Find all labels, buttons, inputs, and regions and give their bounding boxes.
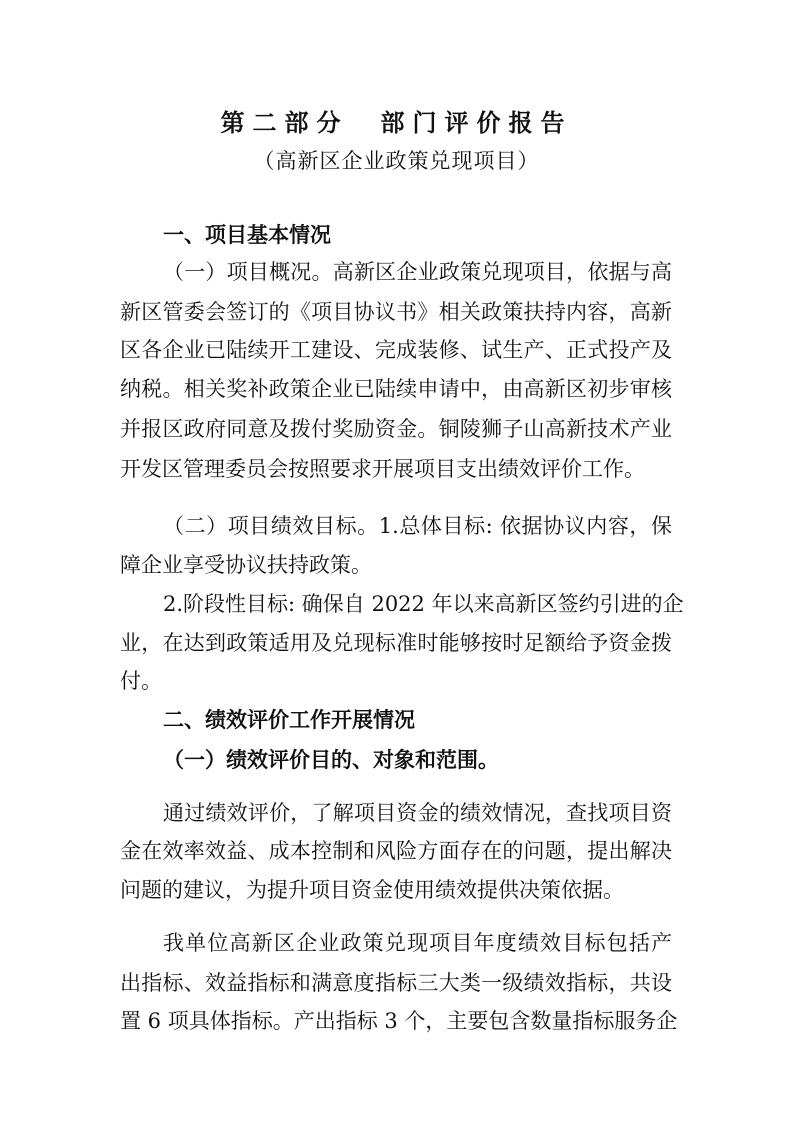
paragraph-line: （一）项目概况。高新区企业政策兑现项目，依据与高: [163, 260, 672, 284]
paragraph-line: 问题的建议，为提升项目资金使用绩效提供决策依据。: [120, 878, 624, 902]
page-subtitle: （高新区企业政策兑现项目）: [253, 149, 540, 173]
paragraph-line: 置 6 项具体指标。产出指标 3 个，主要包含数量指标服务企: [120, 1009, 678, 1033]
paragraph-line: 纳税。相关奖补政策企业已陆续申请中，由高新区初步审核: [120, 377, 672, 401]
page-title: 第二部分 部门评价报告: [220, 108, 573, 137]
paragraph-line: 出指标、效益指标和满意度指标三大类一级绩效指标，共设: [120, 971, 672, 995]
paragraph-line: 金在效率效益、成本控制和风险方面存在的问题，提出解决: [120, 839, 672, 863]
paragraph-line: （二）项目绩效目标。1.总体目标: 依据协议内容，保: [163, 514, 672, 538]
paragraph-line: 区各企业已陆续开工建设、完成装修、试生产、正式投产及: [120, 338, 672, 362]
paragraph-line: 付。: [120, 669, 162, 693]
paragraph-line: 开发区管理委员会按照要求开展项目支出绩效评价工作。: [120, 457, 645, 481]
paragraph-line: 我单位高新区企业政策兑现项目年度绩效目标包括产: [163, 931, 672, 955]
paragraph-line: 新区管委会签订的《项目协议书》相关政策扶持内容，高新: [120, 300, 672, 324]
paragraph-line: 2.阶段性目标: 确保自 2022 年以来高新区签约引进的企: [163, 592, 684, 616]
paragraph-line: 通过绩效评价，了解项目资金的绩效情况，查找项目资: [163, 801, 672, 825]
section-heading: 二、绩效评价工作开展情况: [163, 708, 415, 732]
paragraph-line: 障企业享受协议扶持政策。: [120, 553, 372, 577]
subsection-heading: （一）绩效评价目的、对象和范围。: [163, 748, 499, 772]
paragraph-line: 业，在达到政策适用及兑现标准时能够按时足额给予资金拨: [120, 631, 672, 655]
section-heading: 一、项目基本情况: [163, 223, 331, 247]
paragraph-line: 并报区政府同意及拨付奖励资金。铜陵狮子山高新技术产业: [120, 417, 672, 441]
